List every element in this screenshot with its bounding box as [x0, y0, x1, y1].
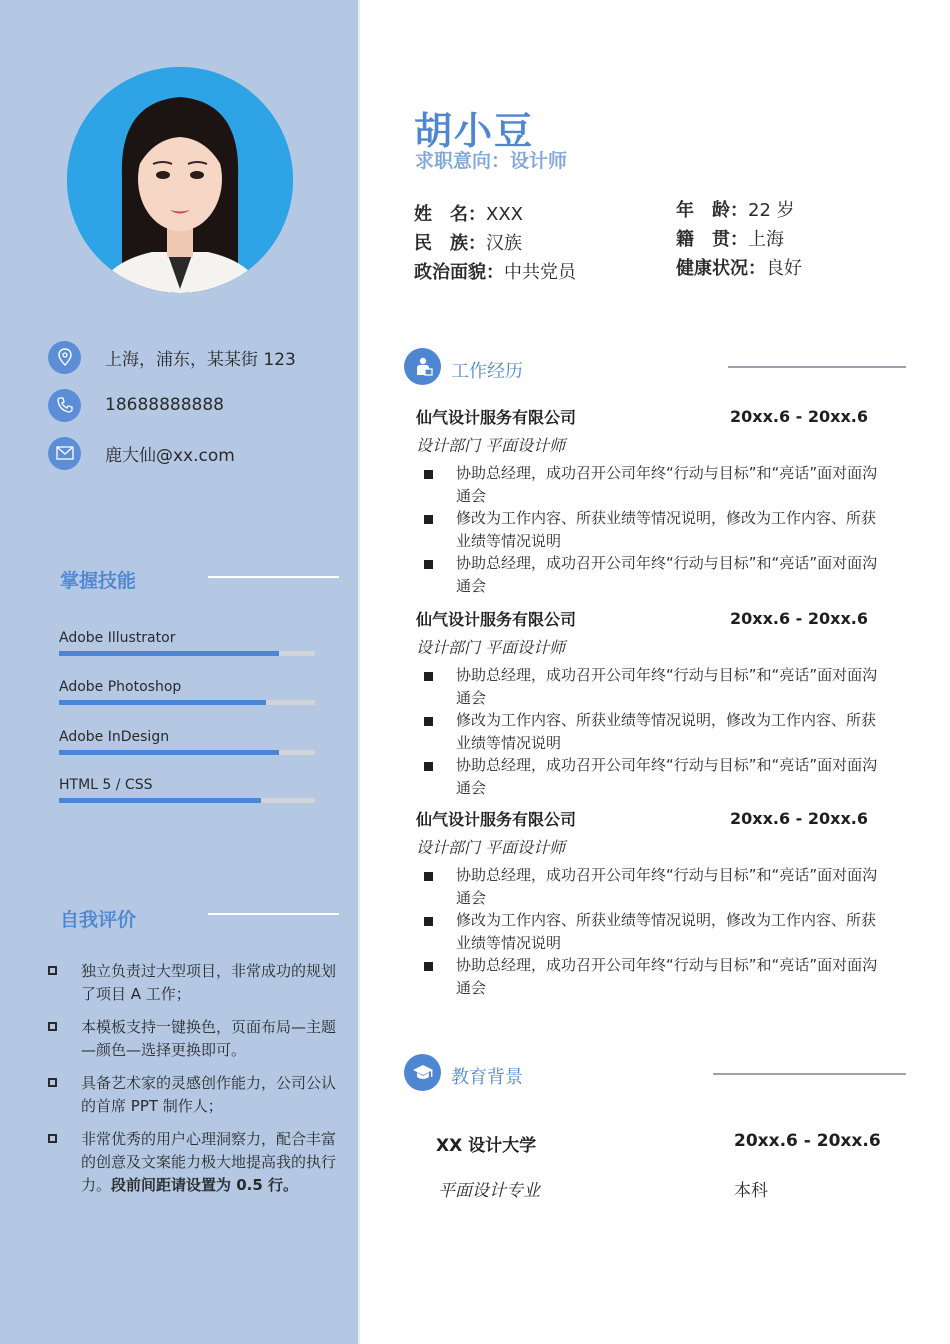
graduation-cap-icon — [404, 1054, 441, 1091]
school-name: XX 设计大学 — [436, 1136, 537, 1156]
briefcase-person-icon — [404, 348, 441, 385]
skill-name: HTML 5 / CSS — [59, 777, 153, 793]
job-entry — [416, 403, 896, 597]
email-text: 鹿大仙@xx.com — [105, 445, 235, 466]
work-section-title: 工作经历 — [451, 361, 523, 382]
info-health: 健康状况：良好 — [676, 258, 802, 279]
square-bullet-icon — [48, 966, 57, 975]
list-item: 协助总经理，成功召开公司年终“行动与目标”和“亮话”面对面沟通会 — [416, 754, 886, 799]
list-item: 协助总经理，成功召开公司年终“行动与目标”和“亮话”面对面沟通会 — [416, 664, 886, 709]
contact-phone — [48, 388, 224, 422]
square-bullet-icon — [424, 962, 433, 971]
job-period: 20xx.6 - 20xx.6 — [729, 406, 868, 426]
major: 平面设计专业 — [438, 1181, 540, 1201]
square-bullet-icon — [424, 917, 433, 926]
square-bullet-icon — [424, 717, 433, 726]
column-divider — [358, 0, 360, 1344]
info-hometown: 籍 贯：上海 — [676, 229, 784, 250]
education-period: 20xx.6 - 20xx.6 — [734, 1131, 881, 1151]
job-role: 设计部门 平面设计师 — [416, 638, 566, 657]
info-name: 姓 名：XXX — [414, 204, 523, 225]
skill-bar-fill — [59, 750, 279, 755]
square-bullet-icon — [48, 1134, 57, 1143]
list-item: 协助总经理，成功召开公司年终“行动与目标”和“亮话”面对面沟通会 — [416, 462, 886, 507]
education-section-title: 教育背景 — [451, 1067, 523, 1088]
skill-bar-fill — [59, 798, 261, 803]
info-age: 年 龄：22 岁 — [676, 200, 795, 221]
address-text: 上海，浦东，某某街 123 — [105, 349, 296, 370]
square-bullet-icon — [424, 872, 433, 881]
skill-item — [59, 727, 315, 755]
self-eval-heading: 自我评价 — [60, 909, 137, 931]
phone-icon — [48, 389, 81, 422]
company-name: 仙气设计服务有限公司 — [416, 609, 577, 629]
square-bullet-icon — [48, 1078, 57, 1087]
contact-address — [48, 340, 296, 374]
skill-bar — [59, 700, 315, 705]
company-name: 仙气设计服务有限公司 — [416, 809, 577, 829]
skill-name: Adobe Photoshop — [59, 679, 182, 695]
square-bullet-icon — [424, 672, 433, 681]
contact-email — [48, 436, 235, 470]
job-role: 设计部门 平面设计师 — [416, 436, 566, 455]
job-entry — [416, 605, 896, 799]
list-item: 协助总经理，成功召开公司年终“行动与目标”和“亮话”面对面沟通会 — [416, 552, 886, 597]
envelope-icon — [48, 437, 81, 470]
list-item: 修改为工作内容、所获业绩等情况说明，修改为工作内容、所获业绩等情况说明 — [416, 709, 886, 754]
self-eval-heading-line — [208, 913, 339, 915]
list-item: 协助总经理，成功召开公司年终“行动与目标”和“亮话”面对面沟通会 — [416, 864, 886, 909]
skill-bar-fill — [59, 700, 266, 705]
list-item: 具备艺术家的灵感创作能力，公司公认的首席 PPT 制作人； — [48, 1072, 340, 1118]
candidate-name: 胡小豆 — [414, 109, 535, 153]
self-eval-list — [48, 960, 340, 1207]
skills-heading-line — [208, 576, 339, 578]
company-name: 仙气设计服务有限公司 — [416, 407, 577, 427]
list-item: 协助总经理，成功召开公司年终“行动与目标”和“亮话”面对面沟通会 — [416, 954, 886, 999]
list-item: 独立负责过大型项目，非常成功的规划了项目 A 工作； — [48, 960, 340, 1006]
location-pin-icon — [48, 341, 81, 374]
skill-name: Adobe Illustrator — [59, 630, 176, 646]
skill-bar — [59, 651, 315, 656]
skill-item — [59, 628, 315, 656]
skill-item — [59, 775, 315, 803]
square-bullet-icon — [424, 762, 433, 771]
square-bullet-icon — [424, 560, 433, 569]
skills-heading: 掌握技能 — [60, 570, 137, 592]
profile-photo — [67, 67, 293, 293]
skill-bar-fill — [59, 651, 279, 656]
education-section-line — [713, 1073, 906, 1075]
job-period: 20xx.6 - 20xx.6 — [729, 808, 868, 828]
info-political-status: 政治面貌：中共党员 — [414, 262, 576, 283]
skill-name: Adobe InDesign — [59, 729, 170, 745]
square-bullet-icon — [48, 1022, 57, 1031]
list-item: 本模板支持一键换色，页面布局—主题—颜色—选择更换即可。 — [48, 1016, 340, 1062]
work-section-line — [728, 366, 906, 368]
job-entry — [416, 805, 896, 999]
phone-text: 18688888888 — [105, 395, 224, 415]
skill-item — [59, 677, 315, 705]
list-item: 非常优秀的用户心理洞察力，配合丰富的创意及文案能力极大地提高我的执行力。段前间距请设置为 0.5 行。 — [48, 1128, 340, 1197]
skill-bar — [59, 798, 315, 803]
degree: 本科 — [734, 1181, 768, 1201]
job-period: 20xx.6 - 20xx.6 — [729, 608, 868, 628]
square-bullet-icon — [424, 515, 433, 524]
list-item: 修改为工作内容、所获业绩等情况说明，修改为工作内容、所获业绩等情况说明 — [416, 909, 886, 954]
portrait-illustration — [67, 67, 293, 293]
info-ethnicity: 民 族：汉族 — [414, 233, 522, 254]
skill-bar — [59, 750, 315, 755]
square-bullet-icon — [424, 470, 433, 479]
job-role: 设计部门 平面设计师 — [416, 838, 566, 857]
list-item: 修改为工作内容、所获业绩等情况说明，修改为工作内容、所获业绩等情况说明 — [416, 507, 886, 552]
job-intent: 求职意向：设计师 — [415, 150, 568, 172]
